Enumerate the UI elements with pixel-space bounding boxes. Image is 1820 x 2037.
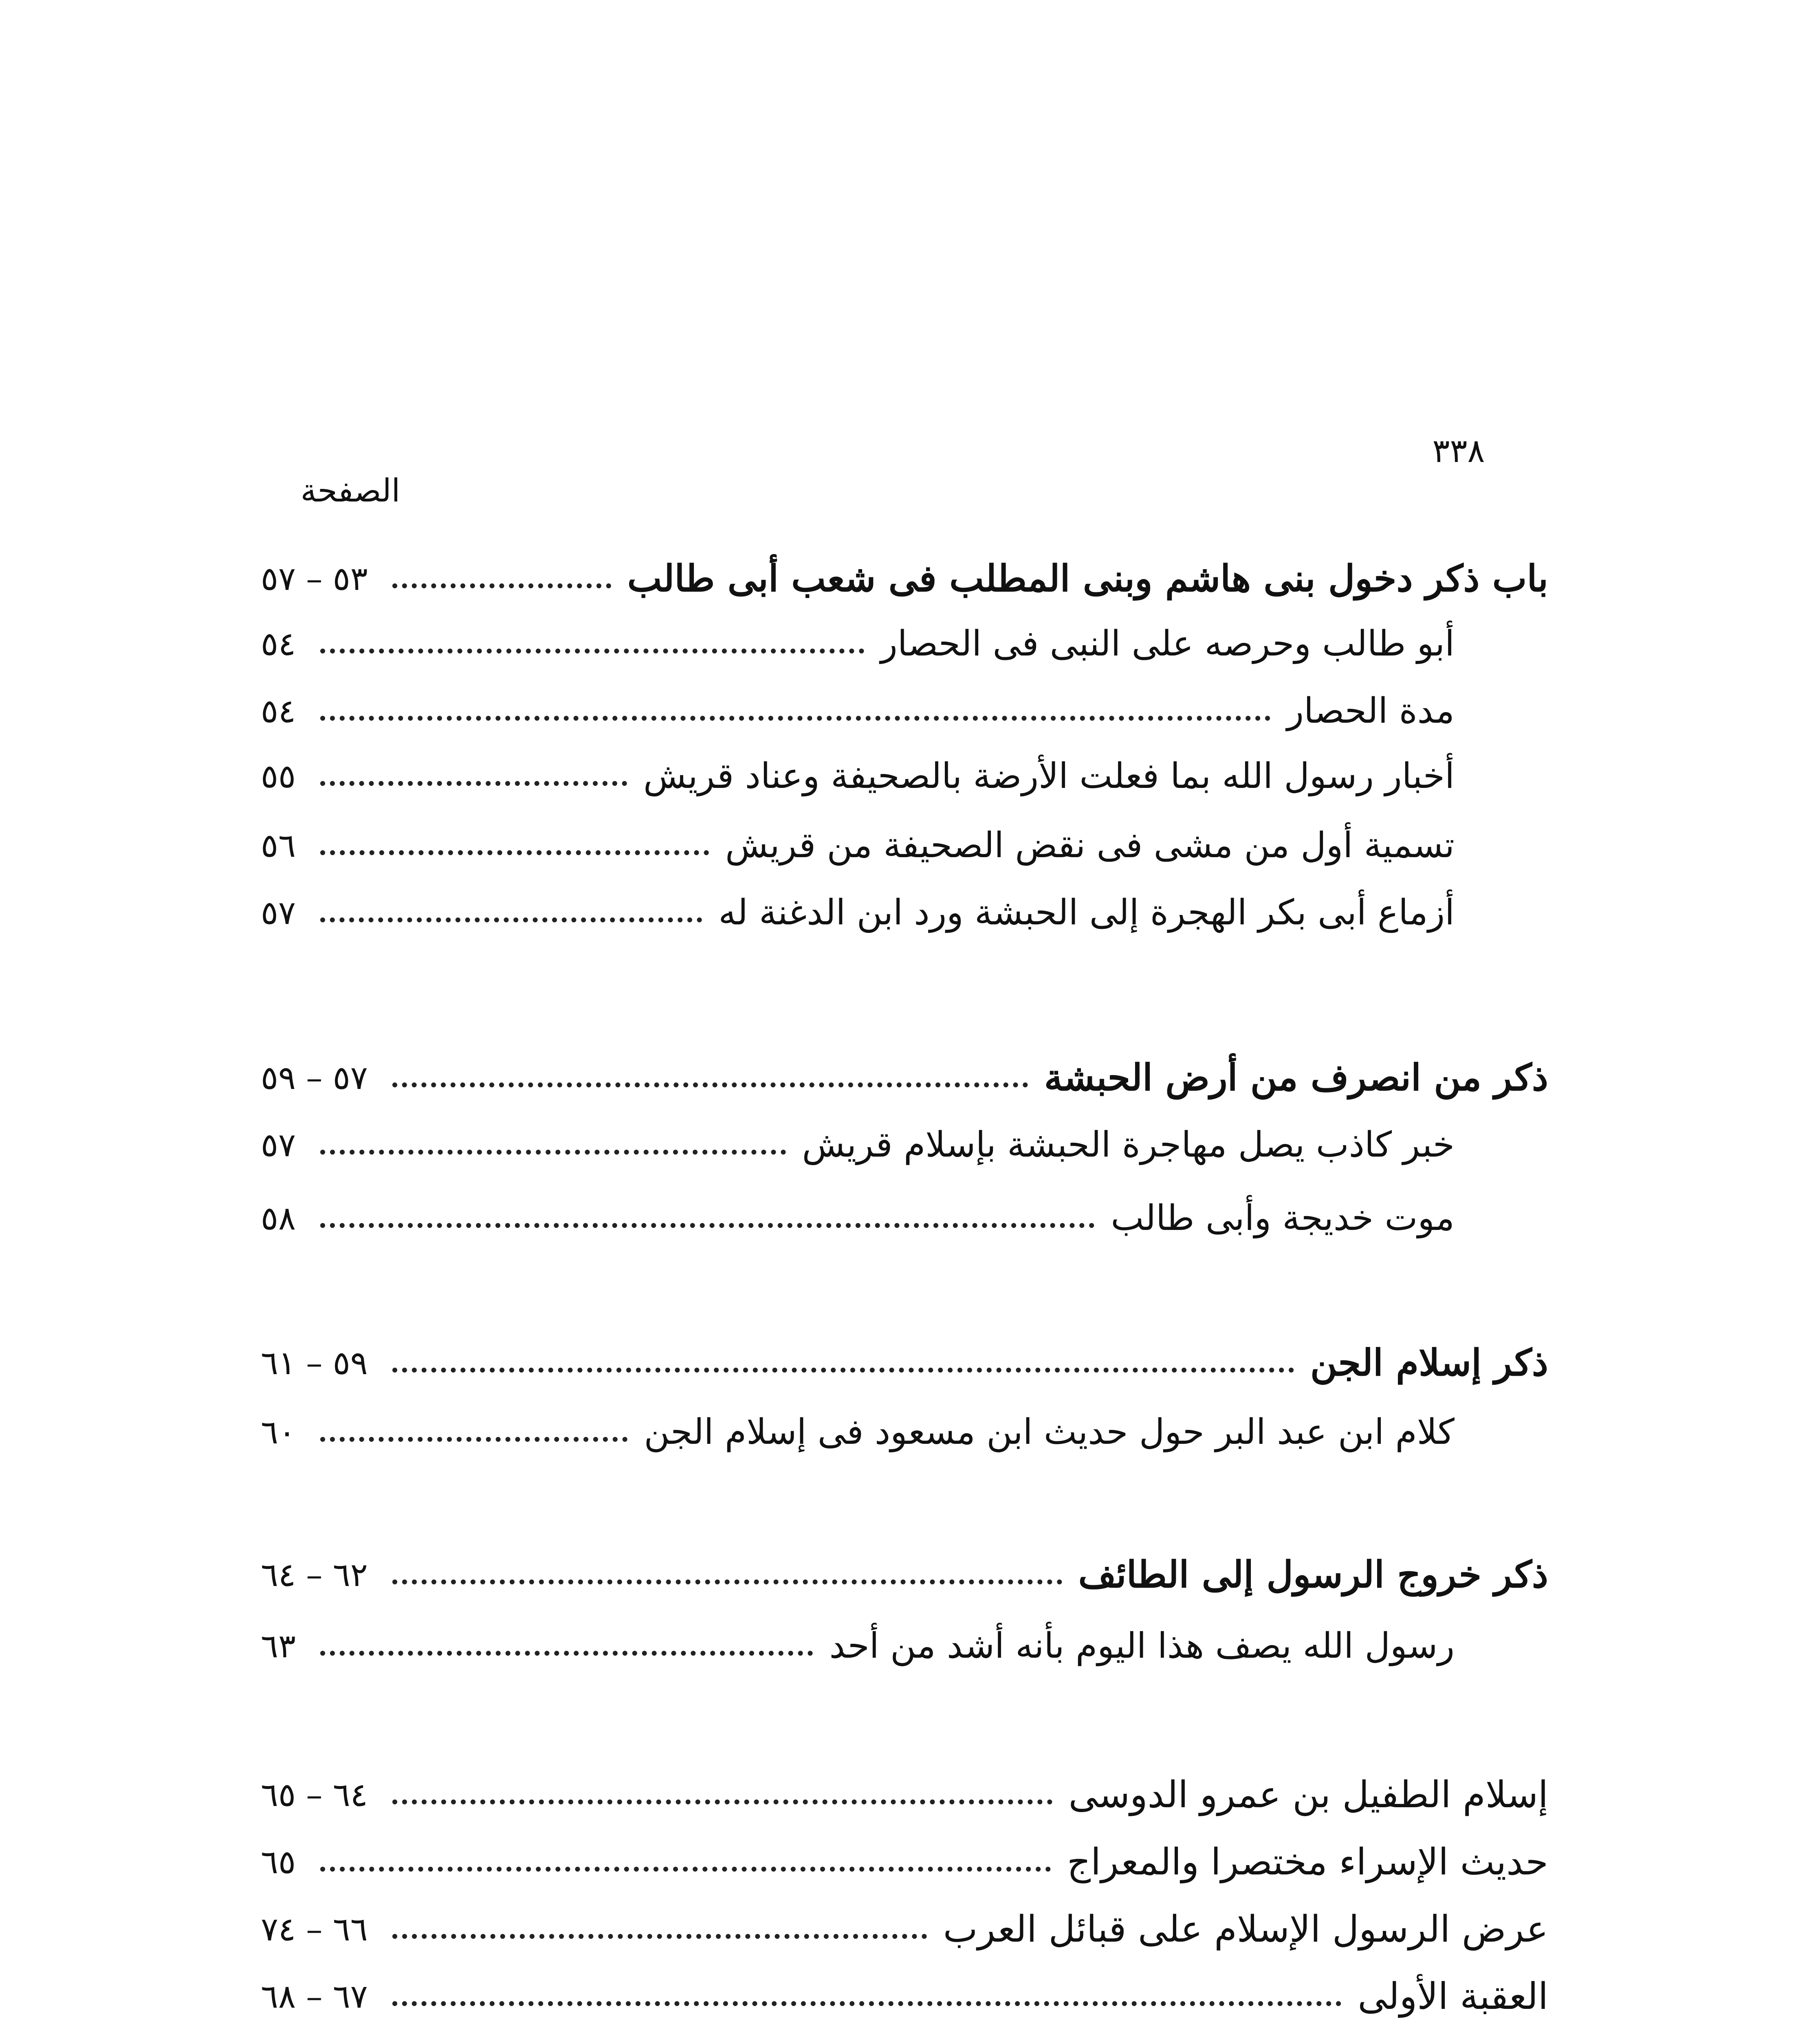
- dot-leader: [320, 1223, 1094, 1228]
- toc-entry-pages: ٦٦ – ٧٤: [261, 1910, 368, 1948]
- toc-entry: [261, 1970, 1548, 2023]
- toc-subentry: [261, 617, 1455, 670]
- toc-entry-pages: ٥٥: [261, 757, 296, 795]
- toc-subentry: [261, 886, 1455, 939]
- dot-leader: [392, 1579, 1062, 1584]
- toc-entry-title: حديث الإسراء مختصرا والمعراج: [1067, 1840, 1548, 1883]
- toc-entry-pages: ٥٤: [261, 625, 296, 663]
- toc-entry-pages: ٦٢ – ٦٤: [261, 1555, 368, 1594]
- dot-leader: [320, 649, 864, 653]
- toc-entry-pages: ٥٧ – ٥٩: [261, 1058, 368, 1097]
- toc-subentry: [261, 1192, 1455, 1245]
- toc-entry-title: موت خديجة وأبى طالب: [1111, 1198, 1455, 1238]
- toc-entry: [261, 1835, 1548, 1888]
- toc-entry-pages: ٥٣ – ٥٧: [261, 559, 368, 598]
- toc-entry-title: العقبة الأولى: [1358, 1975, 1548, 2018]
- toc-entry-pages: ٥٦: [261, 826, 296, 865]
- toc-entry-pages: ٥٤: [261, 692, 296, 730]
- toc-section-heading: [261, 1051, 1548, 1104]
- toc-entry-pages: ٦٣: [261, 1627, 296, 1665]
- toc-entry-pages: ٦٠: [261, 1413, 296, 1451]
- toc-entry-title: أزماع أبى بكر الهجرة إلى الحبشة ورد ابن الدغنة له: [718, 892, 1455, 933]
- toc-section-heading: [261, 1548, 1548, 1601]
- toc-entry-pages: ٥٨: [261, 1199, 296, 1237]
- dot-leader: [392, 2001, 1342, 2006]
- toc-entry-title: أخبار رسول الله بما فعلت الأرضة بالصحيفة وعناد قريش: [643, 756, 1455, 796]
- toc-entry: [261, 1903, 1548, 1956]
- dot-leader: [320, 1150, 786, 1155]
- toc-entry-pages: ٦٧ – ٦٨: [261, 1977, 368, 2015]
- toc-entry-pages: ٥٧: [261, 893, 296, 932]
- toc-entry-pages: ٥٩ – ٦١: [261, 1344, 368, 1382]
- toc-entry-title: كلام ابن عبد البر حول حديث ابن مسعود فى إسلام الجن: [644, 1412, 1455, 1452]
- dot-leader: [320, 716, 1271, 721]
- toc-subentry: [261, 750, 1455, 803]
- dot-leader: [392, 1082, 1028, 1087]
- toc-entry-pages: ٥٧: [261, 1126, 296, 1164]
- toc-section-heading: [261, 1336, 1548, 1389]
- toc-entry-title: تسمية أول من مشى فى نقض الصحيفة من قريش: [725, 825, 1455, 866]
- toc-entry-title: رسول الله يصف هذا اليوم بأنه أشد من أحد: [829, 1626, 1455, 1666]
- dot-leader: [392, 1934, 927, 1939]
- toc-subentry: [261, 1406, 1455, 1458]
- dot-leader: [320, 781, 627, 786]
- toc-subentry: [261, 819, 1455, 872]
- toc-entry-title: ذكر إسلام الجن: [1310, 1341, 1548, 1384]
- dot-leader: [320, 850, 709, 855]
- page-column-heading: الصفحة: [300, 473, 401, 509]
- toc-subentry: [261, 1619, 1455, 1672]
- toc-entry-title: أبو طالب وحرصه على النبى فى الحصار: [880, 623, 1455, 664]
- toc-entry: [261, 1768, 1548, 1821]
- toc-entry-title: عرض الرسول الإسلام على قبائل العرب: [943, 1907, 1548, 1951]
- dot-leader: [320, 1437, 628, 1442]
- dot-leader: [320, 917, 702, 922]
- dot-leader: [320, 1651, 813, 1656]
- toc-subentry: [261, 684, 1455, 737]
- toc-entry-title: إسلام الطفيل بن عمرو الدوسى: [1068, 1773, 1548, 1816]
- dot-leader: [320, 1867, 1051, 1872]
- dot-leader: [392, 583, 611, 588]
- toc-entry-pages: ٦٥: [261, 1843, 296, 1881]
- toc-entry-title: باب ذكر دخول بنى هاشم وبنى المطلب فى شعب أبى طالب: [627, 557, 1548, 600]
- toc-entry-title: مدة الحصار: [1287, 691, 1455, 731]
- toc-subentry: [261, 1118, 1455, 1171]
- dot-leader: [392, 1799, 1052, 1804]
- toc-entry-pages: ٦٤ – ٦٥: [261, 1775, 368, 1814]
- toc-section-heading: [261, 552, 1548, 605]
- toc-entry-title: ذكر من انصرف من أرض الحبشة: [1044, 1056, 1548, 1099]
- page-number: ٣٣٨: [1432, 432, 1485, 470]
- dot-leader: [392, 1368, 1294, 1373]
- toc-entry-title: ذكر خروج الرسول إلى الطائف: [1078, 1553, 1548, 1596]
- toc-entry-title: خبر كاذب يصل مهاجرة الحبشة بإسلام قريش: [802, 1124, 1455, 1165]
